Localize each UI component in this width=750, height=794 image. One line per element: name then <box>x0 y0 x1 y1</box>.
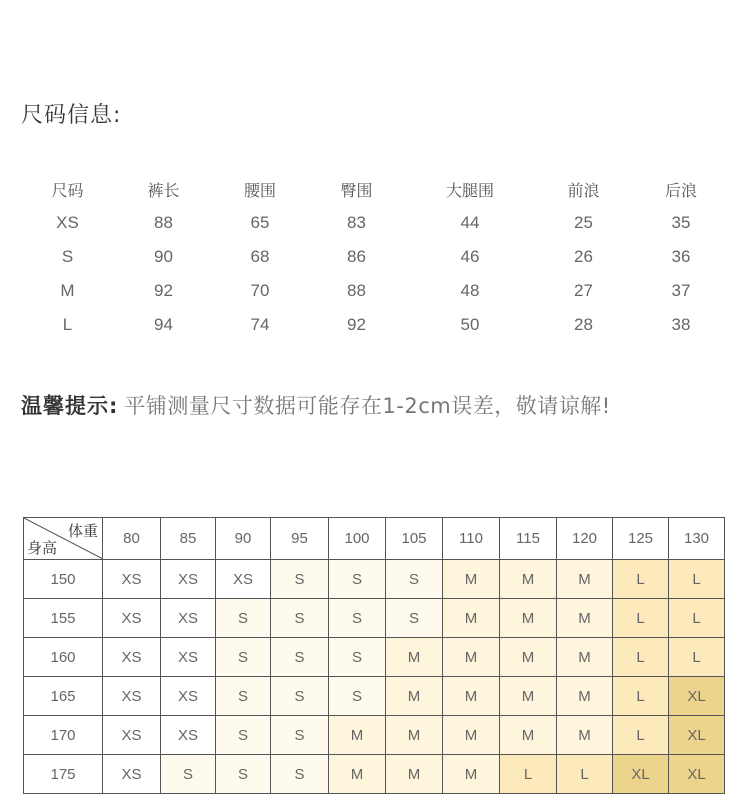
size-recommendation-cell: M <box>500 638 557 677</box>
size-table-cell: 92 <box>154 281 173 300</box>
size-table-row <box>20 308 730 342</box>
size-recommendation-cell: XS <box>161 677 216 716</box>
height-axis-label: 身高 <box>27 539 58 557</box>
height-row <box>24 560 725 599</box>
size-recommendation-cell: XS <box>103 560 161 599</box>
size-recommendation-cell: M <box>557 638 613 677</box>
size-table-cell: 92 <box>347 315 366 334</box>
weight-header-cell: 80 <box>103 518 161 560</box>
size-recommendation-cell: M <box>557 599 613 638</box>
size-recommendation-cell: M <box>557 716 613 755</box>
size-recommendation-cell: S <box>271 560 329 599</box>
size-table-cell: M <box>60 281 75 300</box>
height-header-cell: 175 <box>24 755 103 794</box>
measurement-tip <box>21 390 611 420</box>
size-table-cell: 44 <box>460 213 480 232</box>
weight-header-cell: 90 <box>216 518 271 560</box>
size-recommendation-cell: M <box>500 599 557 638</box>
size-recommendation-cell: L <box>613 599 669 638</box>
size-table-cell: 74 <box>250 315 270 334</box>
size-recommendation-cell: XL <box>669 716 725 755</box>
weight-axis-label: 体重 <box>67 522 98 540</box>
size-recommendation-cell: M <box>443 560 500 599</box>
size-recommendation-cell: M <box>557 677 613 716</box>
size-recommendation-cell: S <box>329 560 386 599</box>
size-recommendation-cell: S <box>271 638 329 677</box>
size-recommendation-cell: XS <box>216 560 271 599</box>
size-recommendation-cell: M <box>443 755 500 794</box>
size-table-cell: 68 <box>250 247 270 266</box>
size-recommendation-cell: M <box>386 716 443 755</box>
size-recommendation-cell: XS <box>161 716 216 755</box>
size-recommendation-cell: S <box>386 560 443 599</box>
size-recommendation-cell: XS <box>161 638 216 677</box>
size-table-cell: 36 <box>671 247 691 266</box>
size-recommendation-cell: S <box>386 599 443 638</box>
size-table-cell: 88 <box>154 213 173 232</box>
size-recommendation-cell: L <box>613 716 669 755</box>
size-recommendation-cell: M <box>386 638 443 677</box>
size-table-cell: 70 <box>250 281 270 300</box>
size-recommendation-cell: L <box>669 638 725 677</box>
height-row <box>24 716 725 755</box>
weight-header-cell: 95 <box>271 518 329 560</box>
size-recommendation-cell: S <box>329 599 386 638</box>
size-table-cell: 65 <box>250 213 270 232</box>
size-table-cell: 46 <box>460 247 480 266</box>
size-recommendation-cell: XS <box>103 716 161 755</box>
size-table-cell: 48 <box>460 281 480 300</box>
size-recommendation-cell: S <box>216 599 271 638</box>
size-table-row <box>20 206 730 240</box>
size-recommendation-cell: S <box>271 677 329 716</box>
size-table-header-cell: 大腿围 <box>445 180 494 200</box>
size-recommendation-cell: XS <box>161 599 216 638</box>
size-table-cell: 83 <box>347 213 366 232</box>
height-header-cell: 165 <box>24 677 103 716</box>
weight-header-cell: 110 <box>443 518 500 560</box>
weight-header-cell: 85 <box>161 518 216 560</box>
size-table-cell: 26 <box>574 247 593 266</box>
size-recommendation-cell: M <box>386 755 443 794</box>
size-recommendation-cell: M <box>329 716 386 755</box>
size-table-cell: 37 <box>671 281 691 300</box>
size-table-cell: 90 <box>154 247 173 266</box>
size-table-cell: 86 <box>347 247 366 266</box>
size-recommendation-cell: S <box>329 677 386 716</box>
size-recommendation-cell: XS <box>103 755 161 794</box>
size-recommendation-cell: M <box>500 716 557 755</box>
size-recommendation-cell: S <box>271 755 329 794</box>
tip-label: 温馨提示: <box>21 394 119 418</box>
size-recommendation-cell: XL <box>669 677 725 716</box>
height-row <box>24 755 725 794</box>
size-recommendation-cell: M <box>557 560 613 599</box>
height-header-cell: 155 <box>24 599 103 638</box>
size-table-cell: L <box>62 315 73 334</box>
size-table-cell: 88 <box>347 281 366 300</box>
size-table-cell: S <box>61 247 74 266</box>
size-table-header-cell: 臀围 <box>340 180 373 200</box>
size-recommendation-cell: M <box>386 677 443 716</box>
size-table-cell: 50 <box>460 315 480 334</box>
size-info-title: 尺码信息: <box>21 103 122 128</box>
size-table-header-cell: 后浪 <box>664 180 697 200</box>
size-recommendation-cell: XS <box>161 560 216 599</box>
size-recommendation-cell: L <box>500 755 557 794</box>
size-table-header-row <box>20 172 730 206</box>
size-recommendation-cell: L <box>613 638 669 677</box>
size-recommendation-cell: M <box>443 599 500 638</box>
size-table-cell: 25 <box>574 213 593 232</box>
size-table-row <box>20 240 730 274</box>
size-table-header-cell: 前浪 <box>567 180 600 200</box>
weight-header-cell: 130 <box>669 518 725 560</box>
height-row <box>24 638 725 677</box>
size-table-cell: XS <box>56 213 79 232</box>
size-table-cell: 94 <box>154 315 173 334</box>
size-recommendation-cell: S <box>161 755 216 794</box>
height-header-cell: 150 <box>24 560 103 599</box>
size-recommendation-cell: L <box>613 677 669 716</box>
size-recommendation-cell: L <box>669 599 725 638</box>
tip-text: 平铺测量尺寸数据可能存在1-2cm误差，敬请谅解! <box>124 394 611 418</box>
size-recommendation-cell: L <box>669 560 725 599</box>
size-recommendation-cell: XS <box>103 638 161 677</box>
size-recommendation-cell: M <box>443 716 500 755</box>
size-table-header-cell: 尺码 <box>51 180 84 200</box>
size-recommendation-cell: M <box>443 677 500 716</box>
size-table-cell: 28 <box>574 315 593 334</box>
height-row <box>24 599 725 638</box>
size-recommendation-cell: M <box>500 677 557 716</box>
size-recommendation-cell: S <box>216 638 271 677</box>
size-recommendation-cell: XL <box>613 755 669 794</box>
weight-header-cell: 105 <box>386 518 443 560</box>
size-table-cell: 27 <box>574 281 593 300</box>
size-table-header-cell: 腰围 <box>243 180 276 200</box>
size-recommendation-cell: S <box>271 599 329 638</box>
height-row <box>24 677 725 716</box>
size-table-header-cell: 裤长 <box>147 180 180 200</box>
size-recommendation-cell: XS <box>103 599 161 638</box>
weight-header-cell: 125 <box>613 518 669 560</box>
size-recommendation-cell: L <box>613 560 669 599</box>
size-recommendation-cell: S <box>271 716 329 755</box>
size-table-row <box>20 274 730 308</box>
size-recommendation-cell: S <box>216 677 271 716</box>
size-recommendation-cell: L <box>557 755 613 794</box>
size-recommendation-cell: M <box>329 755 386 794</box>
weight-header-cell: 120 <box>557 518 613 560</box>
corner-header-cell <box>24 518 103 560</box>
size-recommendation-cell: XL <box>669 755 725 794</box>
size-recommendation-cell: S <box>216 716 271 755</box>
size-recommendation-table <box>23 517 725 794</box>
height-header-cell: 170 <box>24 716 103 755</box>
size-measurement-table <box>20 172 730 342</box>
size-recommendation-cell: M <box>443 638 500 677</box>
size-recommendation-cell: XS <box>103 677 161 716</box>
size-recommendation-cell: S <box>329 638 386 677</box>
height-header-cell: 160 <box>24 638 103 677</box>
size-table-cell: 35 <box>671 213 691 232</box>
size-recommendation-cell: M <box>500 560 557 599</box>
weight-header-cell: 100 <box>329 518 386 560</box>
size-table-cell: 38 <box>671 315 691 334</box>
weight-header-cell: 115 <box>500 518 557 560</box>
size-recommendation-cell: S <box>216 755 271 794</box>
